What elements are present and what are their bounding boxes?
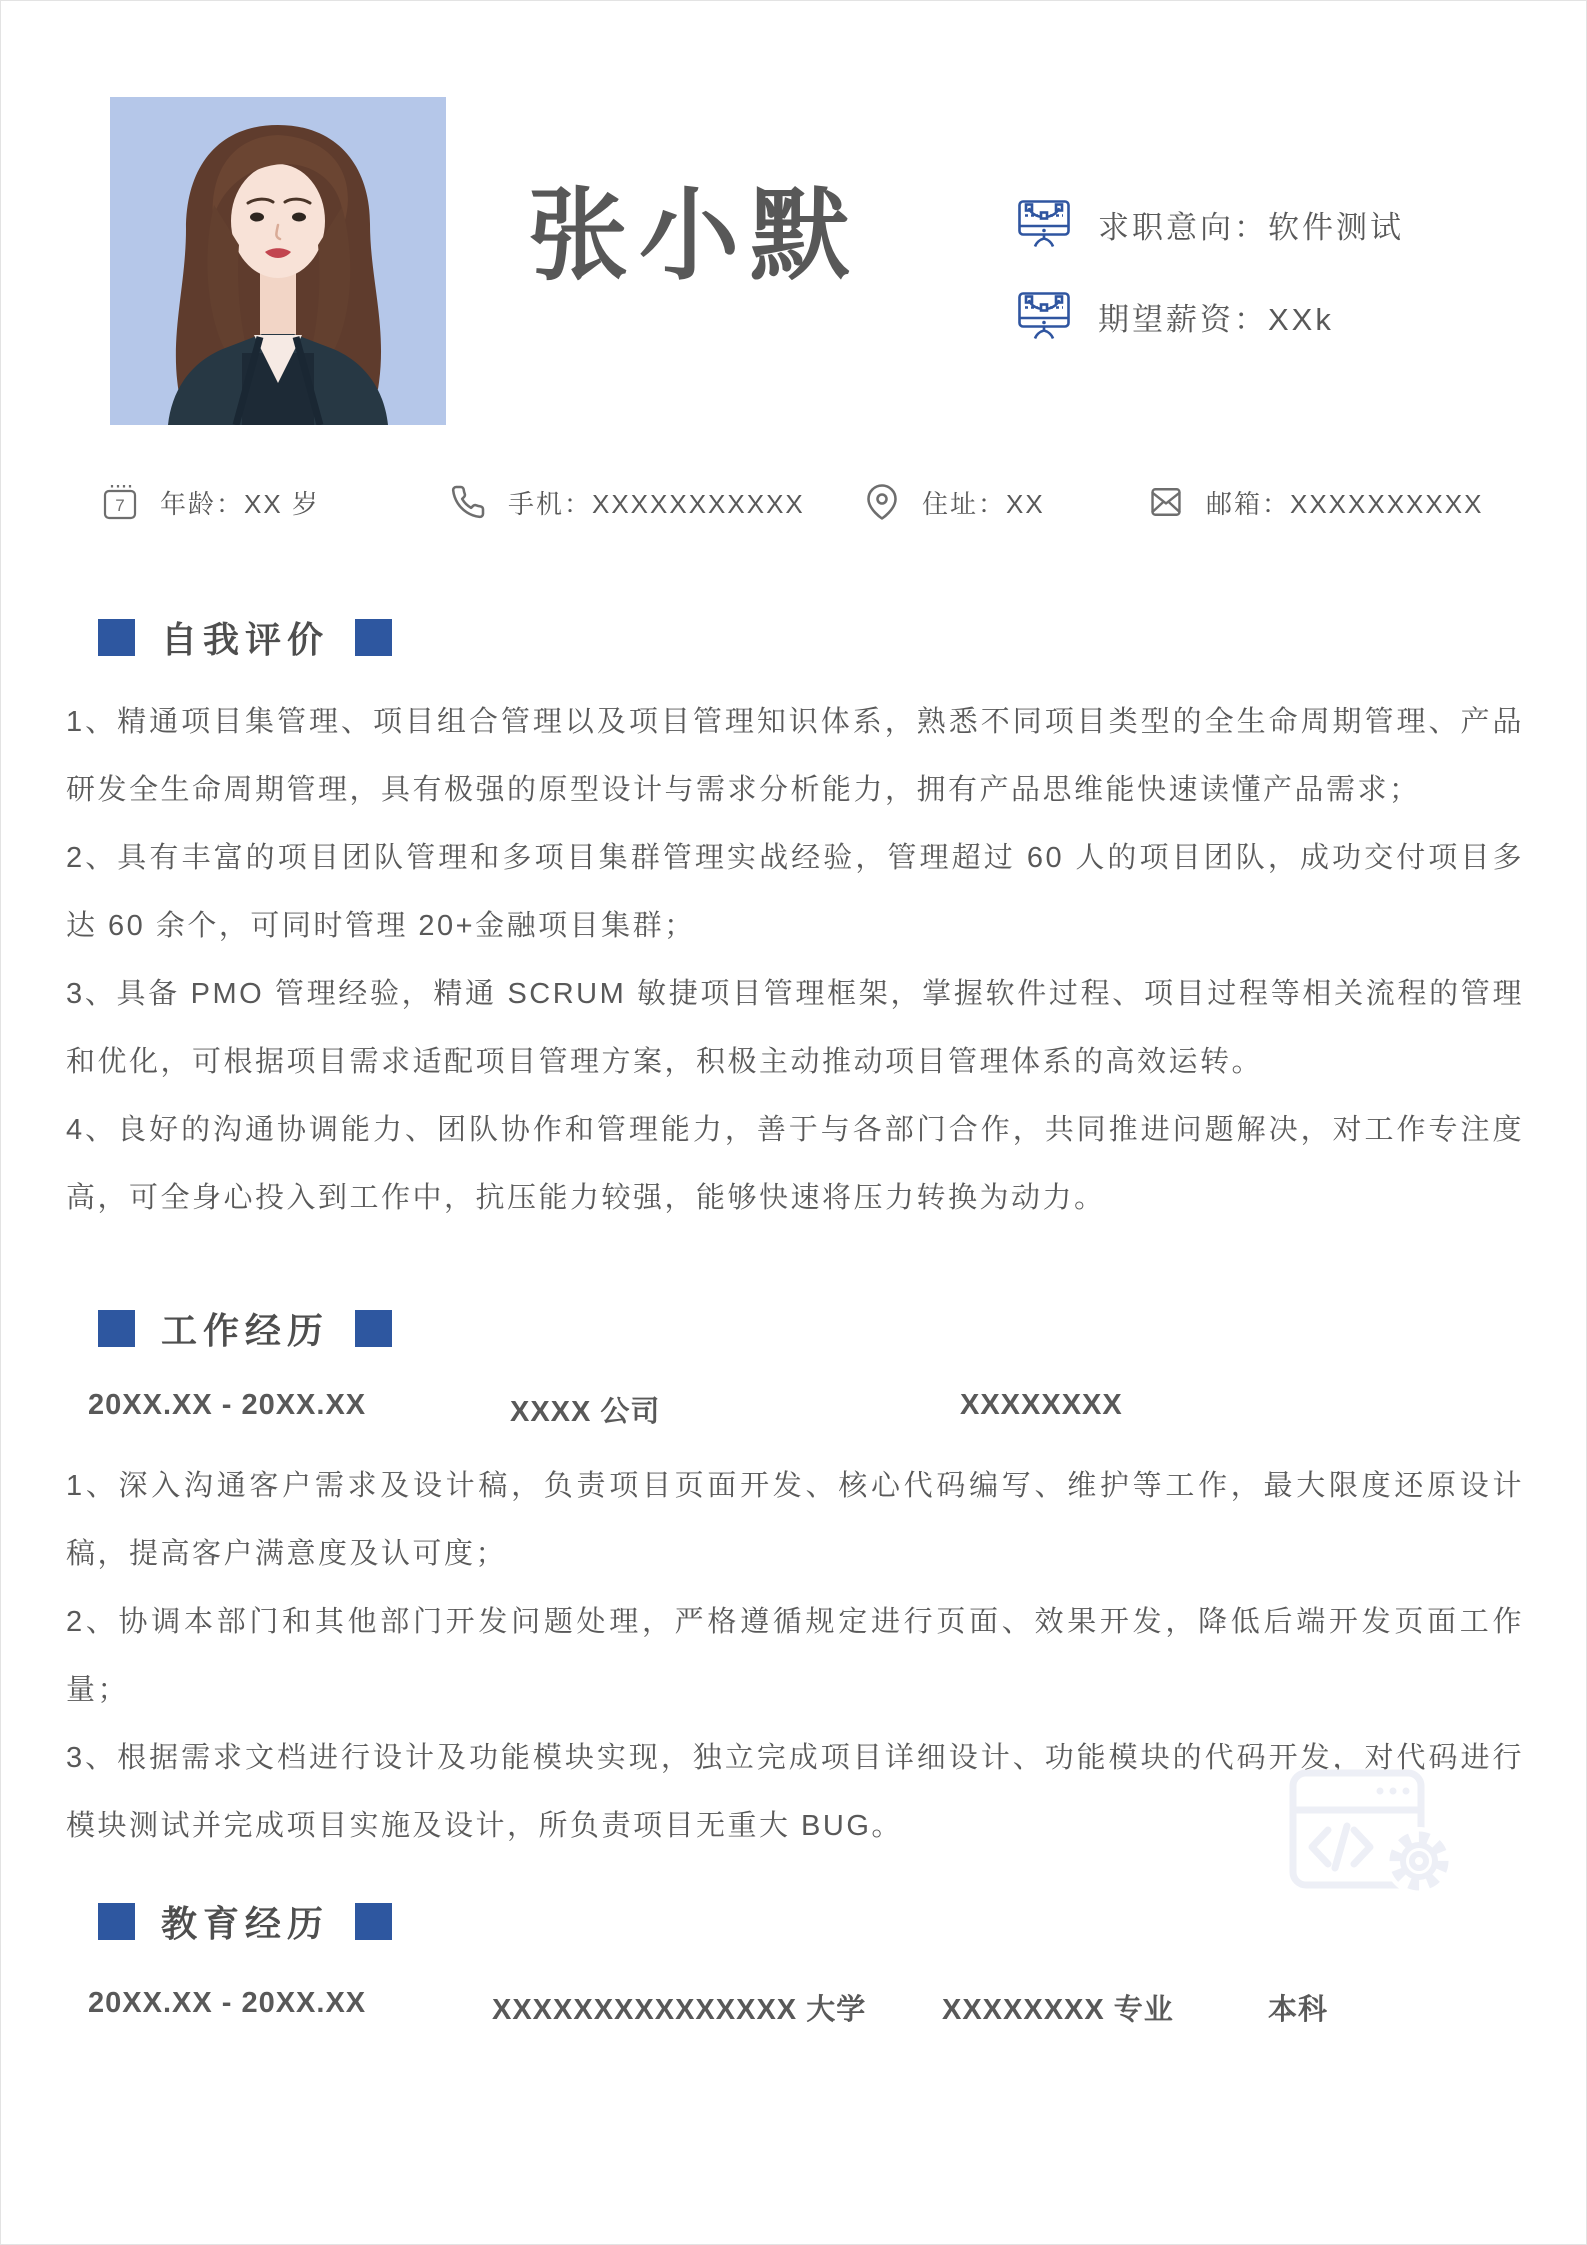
candidate-name: 张小默 bbox=[528, 180, 861, 292]
location-icon bbox=[864, 482, 900, 522]
phone-icon bbox=[450, 484, 486, 520]
work-experience-body bbox=[66, 1452, 1524, 1860]
work-company: XXXX 公司 bbox=[510, 1396, 661, 1428]
self-evaluation-paragraph: 1、精通项目集管理、项目组合管理以及项目管理知识体系，熟悉不同项目类型的全生命周期管理、产品研发全生命周期管理，具有极强的原型设计与需求分析能力，拥有产品思维能快速读懂产品需求； bbox=[66, 706, 1524, 806]
education-period: 20XX.XX - 20XX.XX bbox=[88, 1987, 367, 2019]
contact-phone bbox=[450, 480, 805, 524]
contact-email bbox=[1148, 480, 1483, 524]
section-header-work-experience bbox=[98, 1303, 392, 1354]
blue-square-decoration bbox=[355, 1903, 392, 1940]
education-school: XXXXXXXXXXXXXXX 大学 bbox=[492, 1994, 867, 2026]
blue-square-decoration bbox=[98, 619, 135, 656]
svg-text:7: 7 bbox=[115, 496, 125, 515]
self-evaluation-paragraph: 2、具有丰富的项目团队管理和多项目集群管理实战经验，管理超过 60 人的项目团队，成功交付项目多达 60 余个，可同时管理 20+金融项目集群； bbox=[66, 842, 1524, 942]
contact-phone-label: 手机：XXXXXXXXXXX bbox=[508, 488, 805, 519]
contact-age bbox=[102, 480, 320, 524]
design-monitor-icon bbox=[1018, 292, 1070, 340]
blue-square-decoration bbox=[98, 1310, 135, 1347]
contact-address bbox=[864, 480, 1045, 524]
education-meta-row bbox=[0, 1987, 1587, 2027]
section-title: 教育经历 bbox=[161, 1903, 330, 1944]
section-header-self-evaluation bbox=[98, 612, 392, 663]
self-evaluation-paragraph: 4、良好的沟通协调能力、团队协作和管理能力，善于与各部门合作，共同推进问题解决，对工作专注度高，可全身心投入到工作中，抗压能力较强，能够快速将压力转换为动力。 bbox=[66, 1114, 1524, 1214]
education-degree: 本科 bbox=[1268, 1994, 1329, 2026]
salary-expectation-label: 期望薪资：XXk bbox=[1098, 301, 1334, 337]
blue-square-decoration bbox=[355, 1310, 392, 1347]
work-position: XXXXXXXX bbox=[960, 1389, 1123, 1421]
mail-icon bbox=[1148, 485, 1184, 519]
work-meta-row bbox=[0, 1389, 1587, 1429]
profile-photo bbox=[110, 97, 446, 425]
section-header-education bbox=[98, 1896, 392, 1947]
work-bullet: 2、协调本部门和其他部门开发问题处理，严格遵循规定进行页面、效果开发，降低后端开发页面工作量； bbox=[66, 1606, 1524, 1706]
work-bullet: 3、根据需求文档进行设计及功能模块实现，独立完成项目详细设计、功能模块的代码开发，对代码进行模块测试并完成项目实施及设计，所负责项目无重大 BUG。 bbox=[66, 1742, 1524, 1842]
calendar-icon bbox=[102, 483, 138, 521]
education-major: XXXXXXXX 专业 bbox=[942, 1994, 1174, 2026]
section-title: 工作经历 bbox=[161, 1310, 330, 1351]
contact-age-label: 年龄：XX 岁 bbox=[160, 488, 320, 519]
contact-email-label: 邮箱：XXXXXXXXXX bbox=[1206, 488, 1484, 519]
salary-expectation-row bbox=[1018, 292, 1334, 340]
contact-address-label: 住址：XX bbox=[922, 488, 1045, 519]
blue-square-decoration bbox=[98, 1903, 135, 1940]
work-period: 20XX.XX - 20XX.XX bbox=[88, 1389, 367, 1421]
profile-photo-illustration bbox=[110, 97, 446, 425]
self-evaluation-body bbox=[66, 688, 1524, 1232]
self-evaluation-paragraph: 3、具备 PMO 管理经验，精通 SCRUM 敏捷项目管理框架，掌握软件过程、项目过程等相关流程的管理和优化，可根据项目需求适配项目管理方案，积极主动推动项目管理体系的高效运转。 bbox=[66, 978, 1524, 1078]
job-intention-row bbox=[1018, 200, 1404, 248]
job-intention-label: 求职意向：软件测试 bbox=[1098, 209, 1404, 245]
section-title: 自我评价 bbox=[161, 619, 330, 660]
work-bullet: 1、深入沟通客户需求及设计稿，负责项目页面开发、核心代码编写、维护等工作，最大限度还原设计稿，提高客户满意度及认可度； bbox=[66, 1470, 1524, 1570]
design-monitor-icon bbox=[1018, 200, 1070, 248]
blue-square-decoration bbox=[355, 619, 392, 656]
